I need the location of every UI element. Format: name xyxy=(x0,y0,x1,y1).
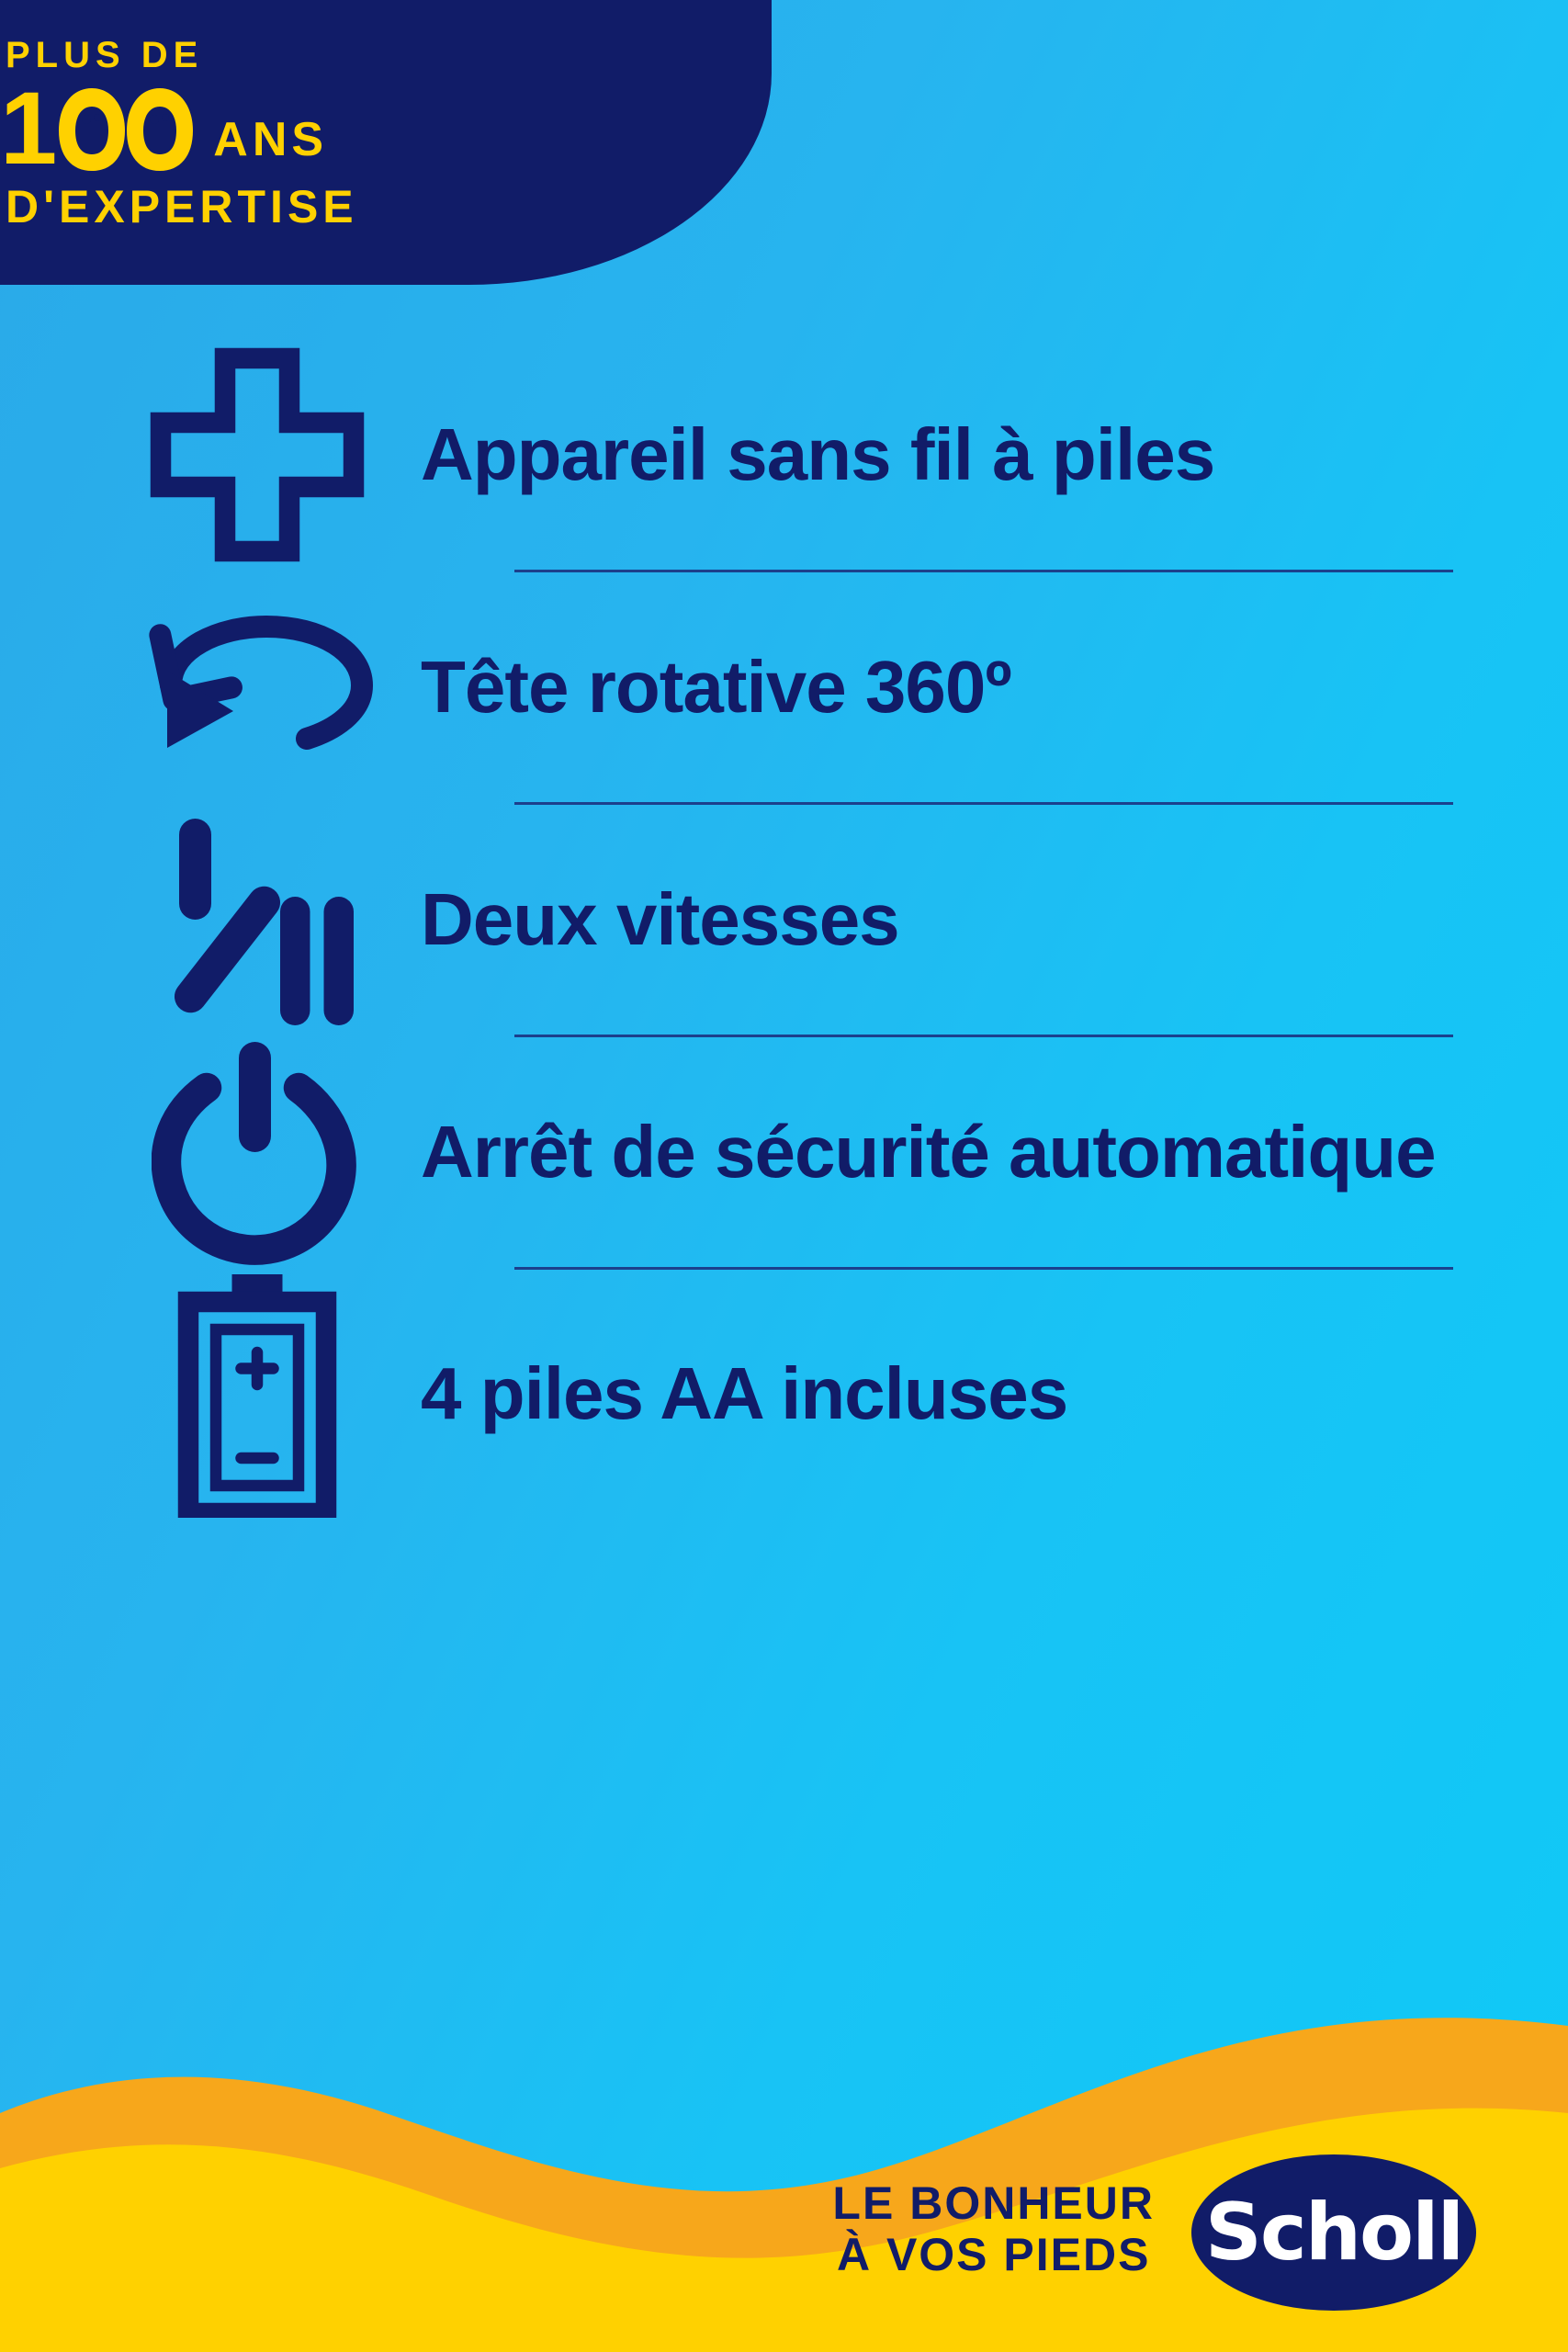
feature-label: Arrêt de sécurité automatique xyxy=(421,1111,1436,1193)
tagline-line-1: LE BONHEUR xyxy=(832,2177,1155,2229)
brand-tagline xyxy=(832,2177,1155,2288)
scholl-logo-text: Scholl xyxy=(1204,2187,1463,2278)
cross-icon xyxy=(119,340,395,570)
feature-label: Deux vitesses xyxy=(421,878,899,961)
feature-label: 4 piles AA incluses xyxy=(421,1352,1068,1435)
feature-item xyxy=(0,805,1568,1035)
feature-item xyxy=(0,340,1568,570)
power-icon xyxy=(119,1037,395,1267)
tagline-line-2: À VOS PIEDS xyxy=(836,2229,1151,2280)
two-speeds-icon xyxy=(119,805,395,1035)
badge-plus-de-label: PLUS DE xyxy=(6,35,204,75)
badge-expertise-label: D'EXPERTISE xyxy=(6,181,358,232)
badge-ans-label: ANS xyxy=(213,113,329,166)
feature-item xyxy=(0,572,1568,802)
feature-label: Tête rotative 360º xyxy=(421,646,1011,729)
feature-item xyxy=(0,1037,1568,1267)
brand-footer xyxy=(0,2113,1568,2352)
expertise-badge xyxy=(0,0,772,285)
expertise-badge-content xyxy=(0,37,643,233)
feature-label: Appareil sans fil à piles xyxy=(421,413,1215,496)
footprints-icon xyxy=(57,79,195,178)
feature-item xyxy=(0,1270,1568,1518)
badge-number: 1 xyxy=(0,79,197,178)
rotation-360-icon xyxy=(119,605,395,770)
scholl-logo xyxy=(1191,2154,1476,2311)
battery-icon xyxy=(119,1270,395,1518)
feature-list xyxy=(0,340,1568,1518)
